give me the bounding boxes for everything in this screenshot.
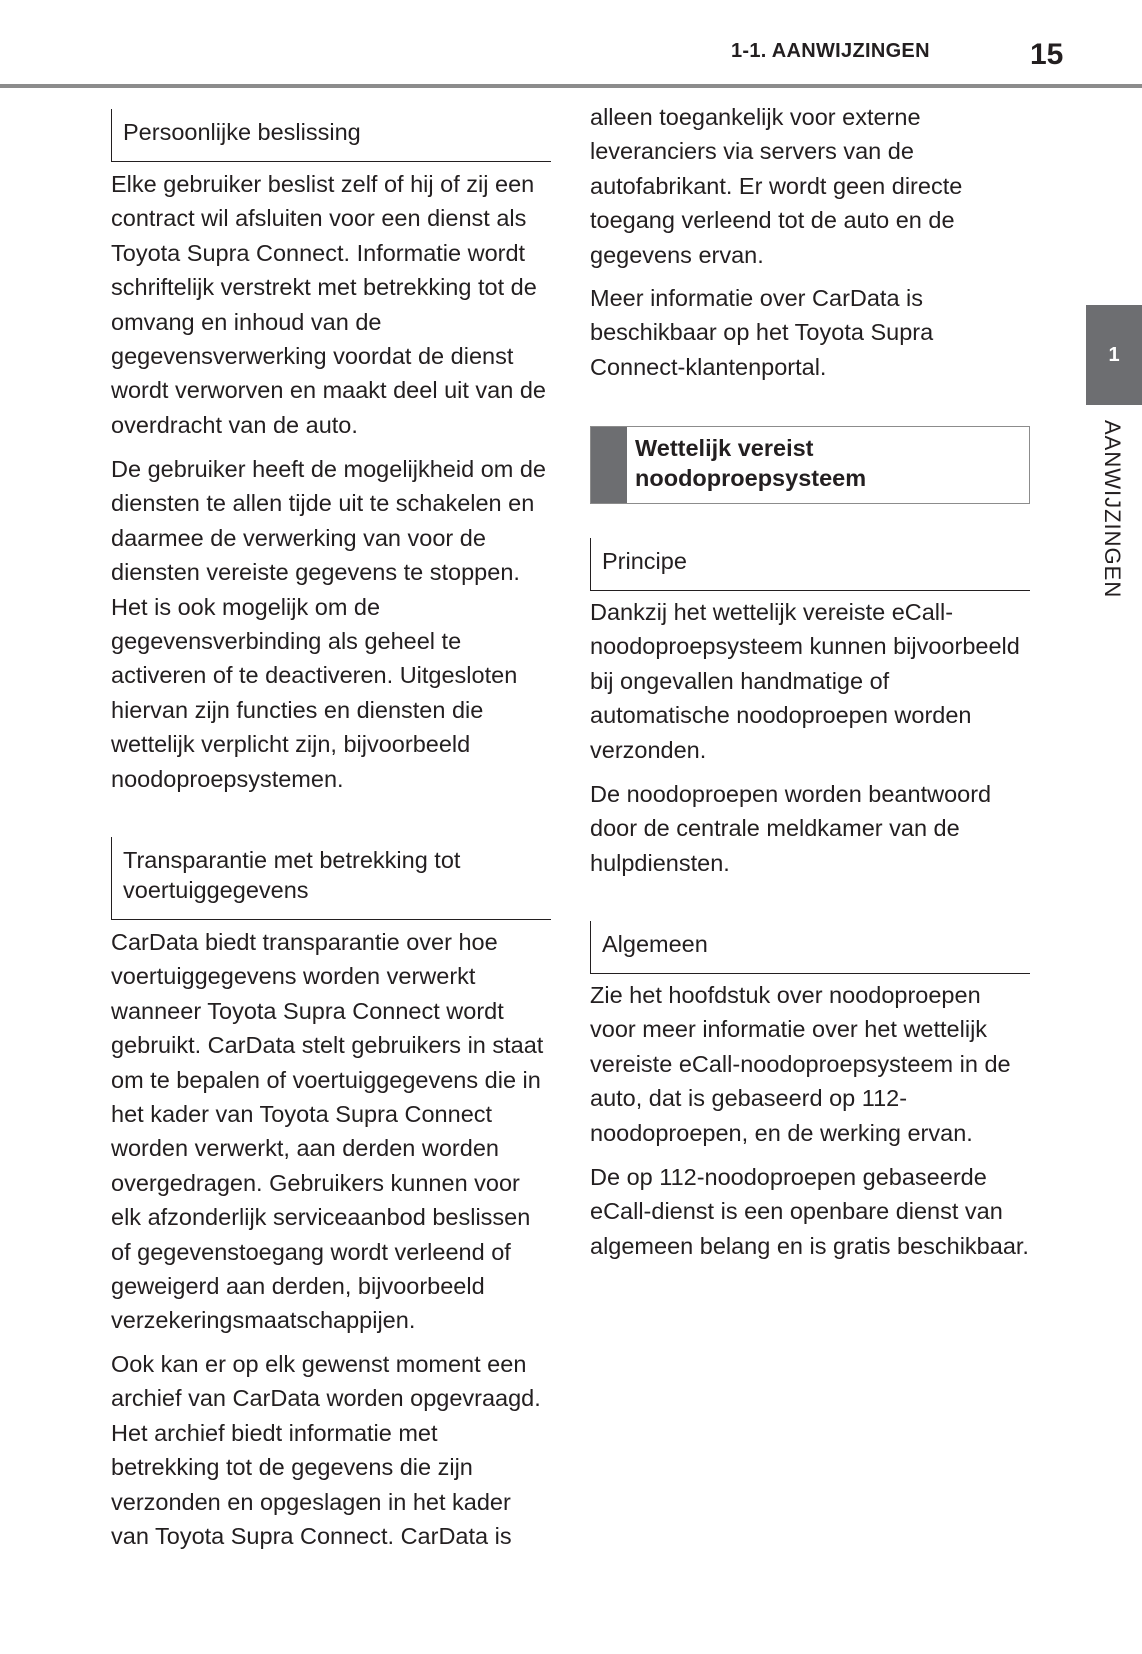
subheading-box-transparency bbox=[111, 837, 551, 920]
paragraph: De noodoproepen worden beantwoord door de centrale meldkamer van de hulpdiensten. bbox=[590, 781, 992, 876]
header-section-title: 1-1. AANWIJZINGEN bbox=[731, 40, 930, 62]
paragraph: De op 112-noodoproepen gebaseerde eCall-dienst is een openbare dienst van algemeen belang en is gratis beschikbaar. bbox=[590, 1164, 1029, 1259]
paragraph: Ook kan er op elk gewenst moment een archief van CarData worden opgevraagd. Het archief biedt informatie met betrekking tot de gegevens die zijn verzonden en opgeslagen in het kader van Toyota Supra Connect. CarData is bbox=[111, 1351, 541, 1550]
paragraph: De gebruiker heeft de mogelijkheid om de diensten te allen tijde uit te schakelen en daarmee de verwerking van voor de diensten vereiste gegevens te stoppen. Het is ook mogelijk om de gegevensverbinding als geheel te activeren of te deactiveren. Uitgesloten hiervan zijn functies en diensten die wettelijk verplicht zijn, bijvoorbeeld noodoproepsystemen. bbox=[111, 456, 547, 792]
page-number: 15 bbox=[1030, 38, 1064, 71]
paragraph: CarData biedt transparantie over hoe voertuiggegevens worden verwerkt wanneer Toyota Supra Connect wordt gebruikt. CarData stelt gebruikers in staat om te bepalen of voertuiggegevens die in het kader van Toyota Supra Connect worden verwerkt, aan derden worden overgedragen. Gebruikers kunnen voor elk afzonderlijk serviceaanbod beslissen of gegevenstoegang wordt verleend of geweigerd aan derden, bijvoorbeeld verzekeringsmaatschappijen. bbox=[111, 929, 544, 1334]
paragraph: alleen toegankelijk voor externe leveranciers via servers van de autofabrikant. Er wordt geen directe toegang verleend tot de auto en de gegevens ervan. bbox=[590, 104, 963, 268]
subheading-box-personal-decision bbox=[111, 109, 551, 162]
subheading-box-principle bbox=[590, 538, 1030, 591]
chapter-tab-number: 1 bbox=[1108, 343, 1120, 366]
subheading-label: Persoonlijke beslissing bbox=[123, 119, 361, 145]
subheading-label: Algemeen bbox=[602, 931, 708, 957]
paragraph: Zie het hoofdstuk over noodoproepen voor meer informatie over het wettelijk vereiste eCall-noodoproepsysteem in de auto, dat is gebaseerd op 112-noodoproepen, en de werking ervan. bbox=[590, 982, 1011, 1146]
subheading-label: Transparantie met betrekking tot voertuiggegevens bbox=[123, 847, 461, 903]
header-divider bbox=[0, 84, 1142, 88]
subheading-label: Principe bbox=[602, 548, 687, 574]
section-heading: Wettelijk vereist noodoproepsysteem bbox=[635, 435, 867, 491]
chapter-side-label: AANWIJZINGEN bbox=[1100, 420, 1125, 599]
subheading-box-general bbox=[590, 921, 1030, 974]
paragraph: Dankzij het wettelijk vereiste eCall-noodoproepsysteem kunnen bijvoorbeeld bij ongevallen handmatige of automatische noodoproepen worden verzonden. bbox=[590, 599, 1020, 763]
paragraph: Meer informatie over CarData is beschikbaar op het Toyota Supra Connect-klantenportal. bbox=[590, 285, 934, 380]
section-heading-box bbox=[590, 426, 1030, 504]
heading-marker-bar bbox=[591, 427, 627, 503]
chapter-tab bbox=[1086, 305, 1142, 405]
paragraph: Elke gebruiker beslist zelf of hij of zij een contract wil afsluiten voor een dienst als Toyota Supra Connect. Informatie wordt schriftelijk verstrekt met betrekking tot de omvang en inhoud van de gegevensverwerking voordat de dienst wordt verworven en maakt deel uit van de overdracht van de auto. bbox=[111, 171, 546, 438]
